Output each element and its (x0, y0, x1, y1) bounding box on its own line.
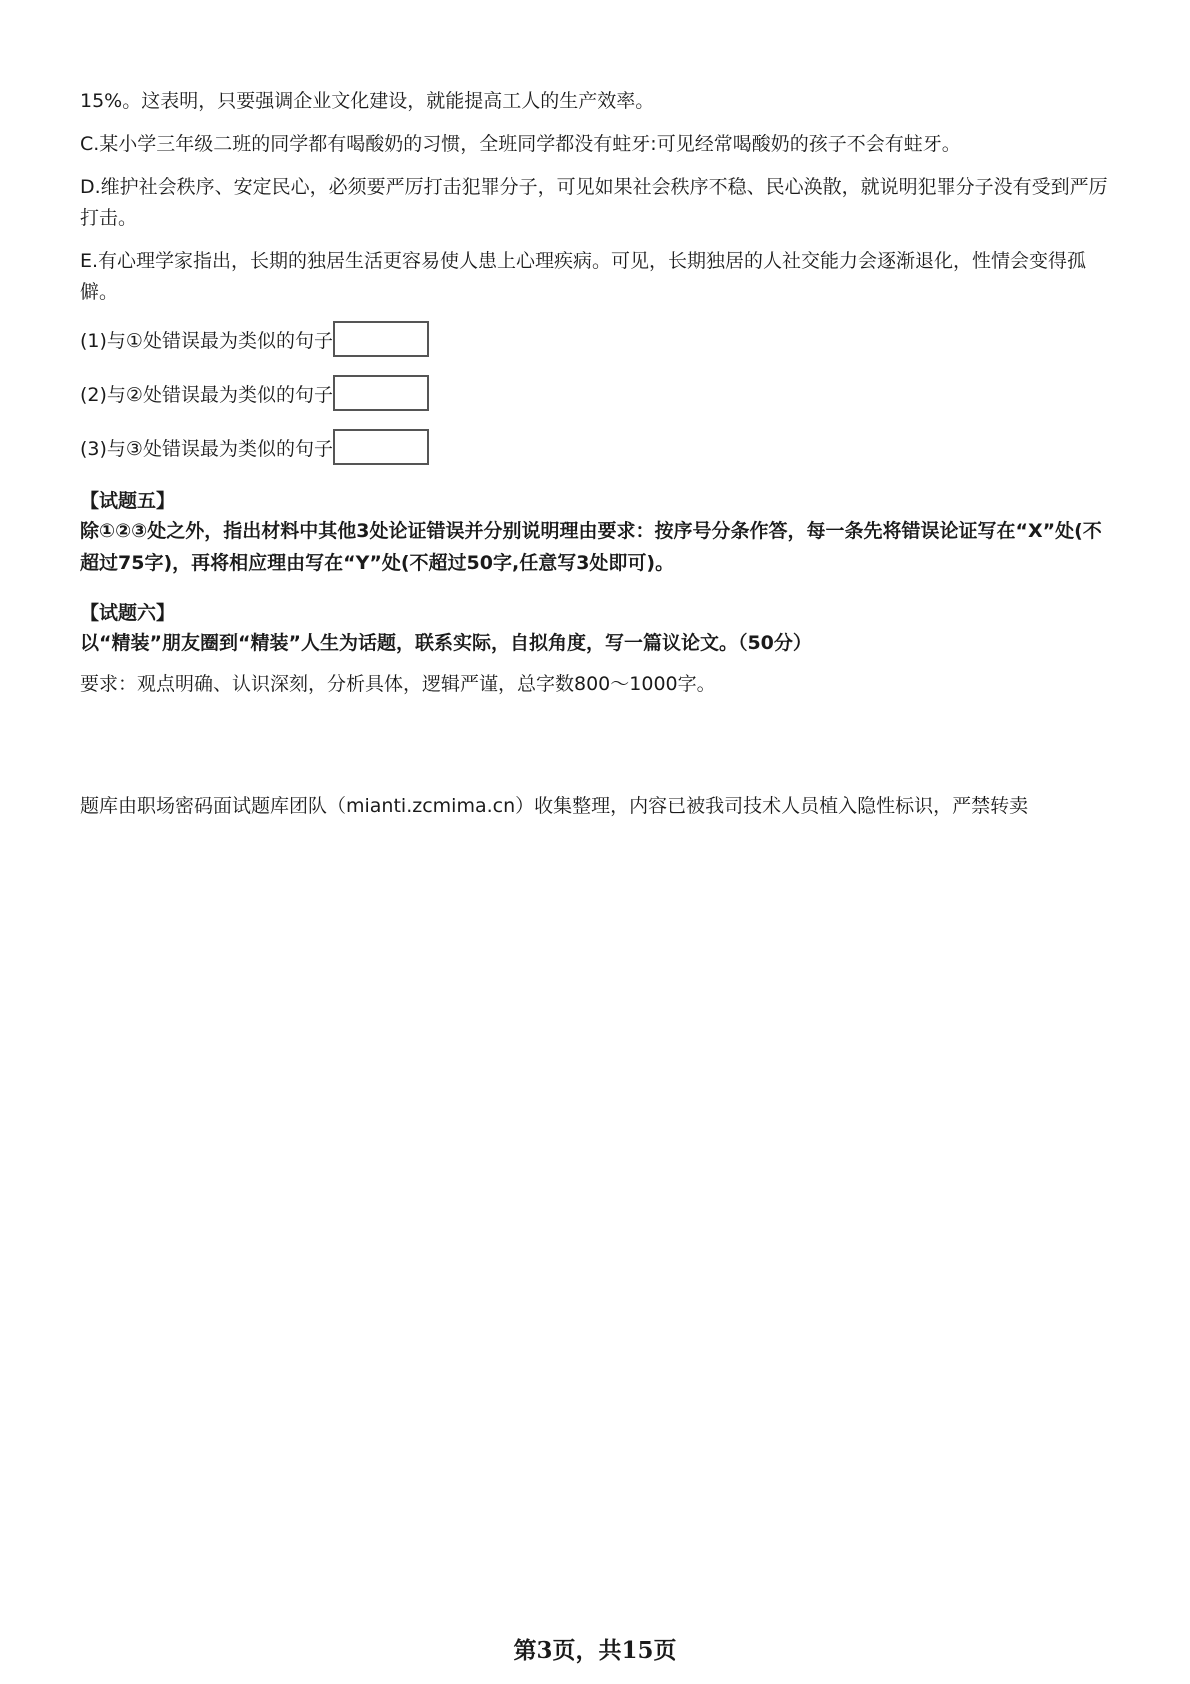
section-six-requirement: 要求：观点明确、认识深刻，分析具体，逻辑严谨，总字数800～1000字。 (80, 673, 716, 695)
answer-box-1[interactable] (333, 321, 429, 357)
section-six-title: 【试题六】 (80, 602, 176, 624)
option-c: C.某小学三年级二班的同学都有喝酸奶的习惯，全班同学都没有蛀牙:可见经常喝酸奶的孩子不会有蛀牙。 (80, 133, 961, 155)
intro-text-tail: 15%。这表明，只要强调企业文化建设，就能提高工人的生产效率。 (80, 90, 655, 112)
question-row-2 (80, 373, 1115, 413)
document-page (80, 86, 1115, 700)
section-five-title: 【试题五】 (80, 490, 176, 512)
section-five-body: 除①②③处之外，指出材料中其他3处论证错误并分别说明理由要求：按序号分条作答，每一条先将错误论证写在“X”处(不超过75字)，再将相应理由写在“Y”处(不超过50字,任意写3处即可)。 (80, 520, 1102, 574)
option-d: D.维护社会秩序、安定民心，必须要严厉打击犯罪分子，可见如果社会秩序不稳、民心涣散，就说明犯罪分子没有受到严厉打击。 (80, 176, 1108, 229)
section-five (80, 487, 1115, 579)
question-label-2: (2)与②处错误最为类似的句子 (80, 383, 333, 406)
page-number: 第3页，共15页 (513, 1637, 677, 1664)
section-six-body: 以“精装”朋友圈到“精装”人生为话题，联系实际，自拟角度，写一篇议论文。（50分） (80, 632, 812, 654)
answer-box-2[interactable] (333, 375, 429, 411)
question-label-3: (3)与③处错误最为类似的句子 (80, 437, 333, 460)
section-six (80, 599, 1115, 700)
footer-note: 题库由职场密码面试题库团队（mianti.zcmima.cn）收集整理，内容已被我司技术人员植入隐性标识，严禁转卖 (80, 795, 1029, 817)
question-row-3 (80, 427, 1115, 467)
answer-box-3[interactable] (333, 429, 429, 465)
question-label-1: (1)与①处错误最为类似的句子 (80, 329, 333, 352)
option-e: E.有心理学家指出，长期的独居生活更容易使人患上心理疾病。可见，长期独居的人社交能力会逐渐退化，性情会变得孤僻。 (80, 250, 1087, 303)
question-row-1 (80, 319, 1115, 359)
